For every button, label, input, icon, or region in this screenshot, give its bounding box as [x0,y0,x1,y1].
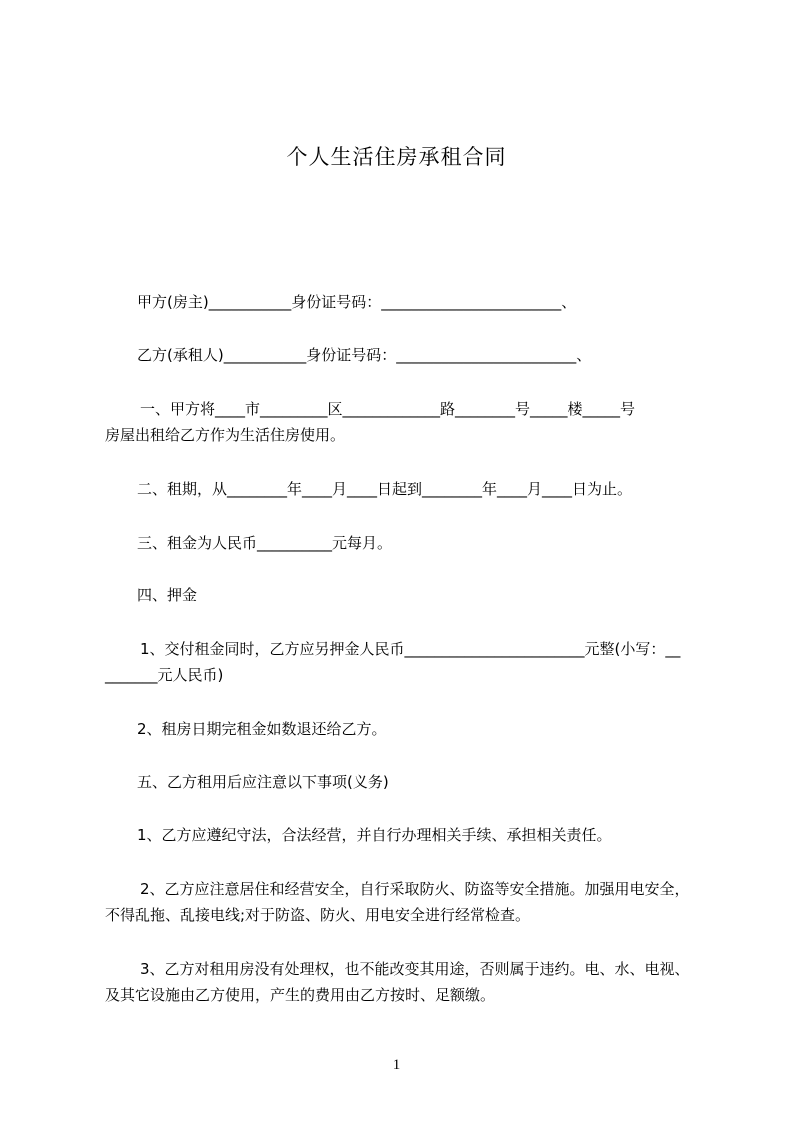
clause-4-item-2-line: 2、租房日期完租金如数退还给乙方。 [137,720,387,738]
clause-1-line-2: 房屋出租给乙方作为生活住房使用。 [105,426,346,444]
clause-5-heading: 五、乙方租用后应注意以下事项(义务) [137,773,389,791]
party-a-line: 甲方(房主)___________身份证号码：________________________、 [137,293,577,311]
clause-4-item-1-line-2: _______元人民币) [105,666,224,684]
clause-4-item-1-line-1: 1、交付租金同时，乙方应另押金人民币________________________元整(小写：__ [140,640,681,658]
clause-5-item-3-line-1: 3、乙方对租用房没有处理权，也不能改变其用途，否则属于违约。电、水、电视、 [140,960,690,978]
clause-5-item-1-line: 1、乙方应遵纪守法，合法经营，并自行办理相关手续、承担相关责任。 [137,826,612,844]
clause-5-item-2-line-1: 2、乙方应注意居住和经营安全，自行采取防火、防盗等安全措施。加强用电安全， [140,880,690,898]
clause-4-heading: 四、押金 [137,586,198,604]
clause-5-item-2-line-2: 不得乱拖、乱接电线;对于防盗、防火、用电安全进行经常检查。 [105,906,531,924]
party-b-line: 乙方(承租人)___________身份证号码：________________________、 [137,346,592,364]
clause-3-line: 三、租金为人民币__________元每月。 [137,534,393,552]
clause-2-line: 二、租期，从________年____月____日起到________年____月____日为止。 [137,480,633,498]
contract-title: 个人生活住房承租合同 [286,145,507,169]
clause-1-line-1: 一、甲方将____市_________区_____________路________号_____楼_____号 [140,400,636,418]
page-number: 1 [392,1057,401,1073]
clause-5-item-3-line-2: 及其它设施由乙方使用，产生的费用由乙方按时、足额缴。 [105,986,496,1004]
